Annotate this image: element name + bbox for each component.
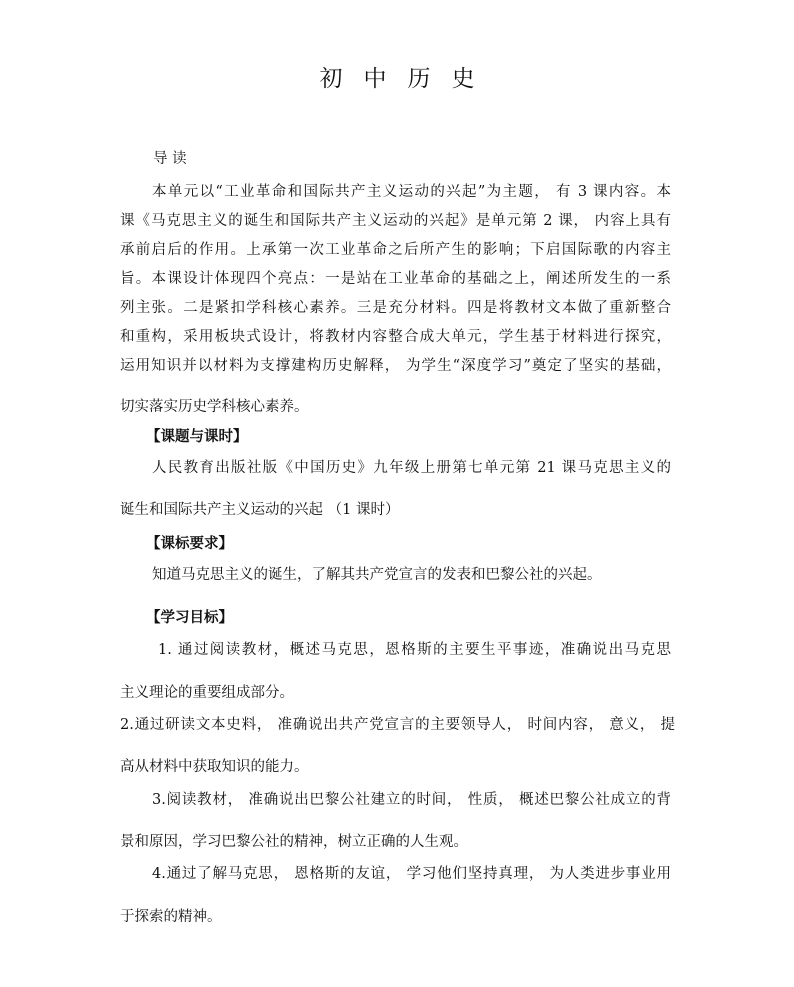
standard-line: 知道马克思主义的诞生，了解其共产党宣言的发表和巴黎公社的兴起。 [152,567,602,583]
goal-line: 4.通过了解马克思， 恩格斯的友谊， 学习他们坚持真理， 为人类进步事业用 [152,866,671,882]
goal-line: 1. 通过阅读教材，概述马克思，恩格斯的主要生平事迹，准确说出马克思 [158,642,671,658]
intro-line: 课《马克思主义的诞生和国际共产主义运动的兴起》是单元第 2 课， 内容上具有 [120,213,671,229]
topic-line: 诞生和国际共产主义运动的兴起 （1 课时） [120,502,400,518]
goal-line: 主义理论的重要组成部分。 [120,685,294,701]
intro-line: 旨。本课设计体现四个亮点：一是站在工业革命的基础之上，阐述所发生的一系 [120,271,671,287]
standard-heading: 【课标要求】 [146,535,233,552]
goal-line: 于探索的精神。 [120,909,222,925]
topic-heading: 【课题与课时】 [146,428,248,445]
guide-heading: 导 读 [153,151,187,167]
intro-line: 本单元以“工业革命和国际共产主义运动的兴起”为主题， 有 3 课内容。本 [152,184,671,200]
goal-line: 景和原因，学习巴黎公社的精神，树立正确的人生观。 [120,834,468,850]
goal-line: 2.通过研读文本史料， 准确说出共产党宣言的主要领导人， 时间内容， 意义， 提 [120,717,675,733]
intro-line: 和重构，采用板块式设计，将教材内容整合成大单元，学生基于材料进行探究， [120,329,671,345]
goals-heading: 【学习目标】 [146,609,233,626]
intro-line: 承前启后的作用。上承第一次工业革命之后所产生的影响；下启国际歌的内容主 [120,242,671,258]
intro-line: 切实落实历史学科核心素养。 [120,399,309,415]
document-title: 初中历史 [319,66,496,92]
goal-line: 高从材料中获取知识的能力。 [120,759,309,775]
topic-line: 人民教育出版社版《中国历史》九年级上册第七单元第 21 课马克思主义的 [152,460,671,476]
goal-line: 3.阅读教材， 准确说出巴黎公社建立的时间， 性质， 概述巴黎公社成立的背 [152,792,671,808]
intro-line: 列主张。二是紧扣学科核心素养。三是充分材料。四是将教材文本做了重新整合 [120,300,671,316]
intro-line: 运用知识并以材料为支撑建构历史解释， 为学生“深度学习”奠定了坚实的基础， [120,358,671,374]
